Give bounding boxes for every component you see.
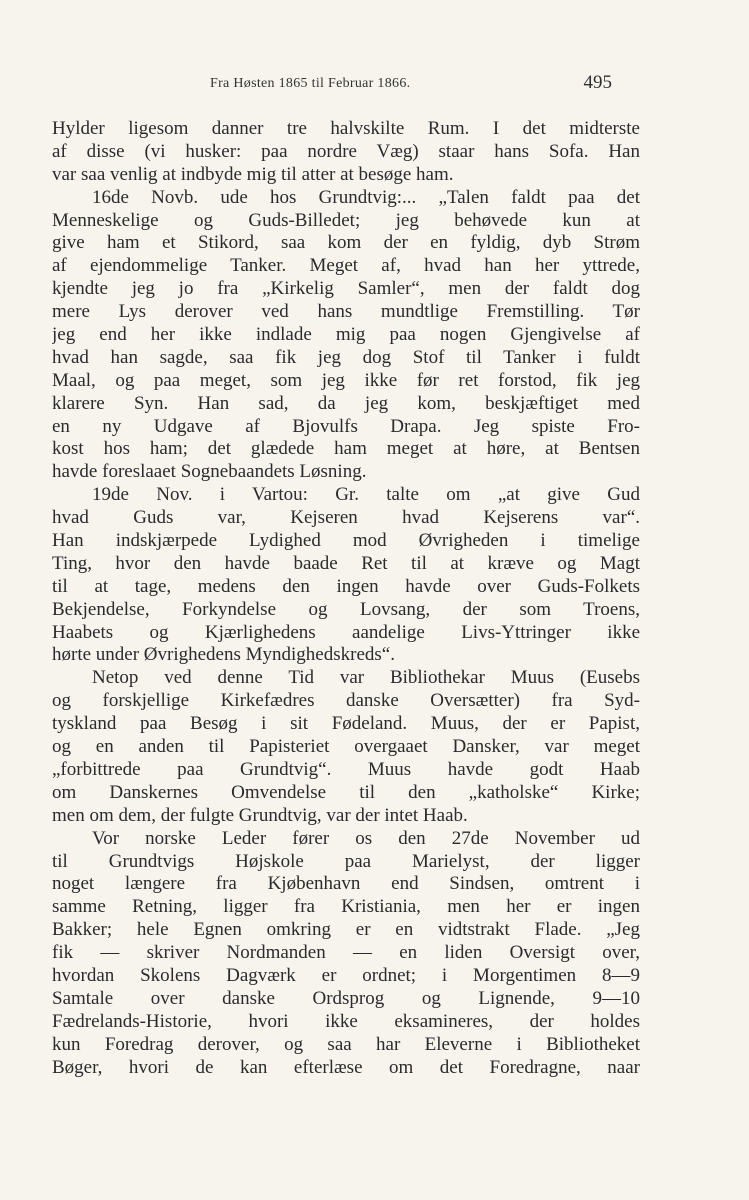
text-line: hørte under Øvrighedens Myndighedskreds“. <box>52 644 395 666</box>
text-line: 16de Novb. ude hos Grundtvig:... „Talen faldt paa det <box>92 186 640 208</box>
text-line: 19de Nov. i Vartou: Gr. talte om „at give Gud <box>92 484 640 506</box>
text-line: Bøger, hvori de kan efterlæse om det Foredragne, naar <box>52 1056 640 1078</box>
text-line: klarere Syn. Han sad, da jeg kom, beskjæftiget med <box>52 392 640 414</box>
text-line: mere Lys derover ved hans mundtlige Fremstilling. Tør <box>52 301 640 323</box>
text-line: Bekjendelse, Forkyndelse og Lovsang, der som Troens, <box>52 598 640 620</box>
text-line: Vor norske Leder fører os den 27de November ud <box>92 827 640 849</box>
text-line: samme Retning, ligger fra Kristiania, men her er ingen <box>52 896 640 918</box>
text-line: havde foreslaaet Sognebaandets Løsning. <box>52 461 367 483</box>
text-line: Haabets og Kjærlighedens aandelige Livs-Yttringer ikke <box>52 621 640 643</box>
text-line: kun Foredrag derover, og saa har Eleverne i Bibliotheket <box>52 1033 640 1055</box>
text-line: hvad han sagde, saa fik jeg dog Stof til Tanker i fuldt <box>52 346 640 368</box>
text-line: til at tage, medens den ingen havde over Guds-Folkets <box>52 575 640 597</box>
text-line: Ting, hvor den havde baade Ret til at kræve og Magt <box>52 552 640 574</box>
text-line: noget længere fra Kjøbenhavn end Sindsen, omtrent i <box>52 873 640 895</box>
text-line: Maal, og paa meget, som jeg ikke før ret forstod, fik jeg <box>52 369 640 391</box>
text-line: og forskjellige Kirkefædres danske Oversætter) fra Syd- <box>52 690 640 712</box>
text-line: hvad Guds var, Kejseren hvad Kejserens var“. <box>52 507 640 529</box>
text-line: give ham et Stikord, saa kom der en fyldig, dyb Strøm <box>52 232 640 254</box>
text-line: tyskland paa Besøg i sit Fødeland. Muus, der er Papist, <box>52 713 640 735</box>
page-number: 495 <box>583 72 612 93</box>
text-line: Menneskelige og Guds-Billedet; jeg behøvede kun at <box>52 209 640 231</box>
text-line: til Grundtvigs Højskole paa Marielyst, der ligger <box>52 850 640 872</box>
text-line: var saa venlig at indbyde mig til atter at besøge ham. <box>52 163 454 185</box>
text-line: kjendte jeg jo fra „Kirkelig Samler“, men der faldt dog <box>52 278 640 300</box>
body-text <box>52 118 640 1079</box>
text-line: Samtale over danske Ordsprog og Lignende, 9—10 <box>52 987 640 1009</box>
text-line: kost hos ham; det glædede ham meget at høre, at Bentsen <box>52 438 640 460</box>
text-line: af ejendommelige Tanker. Meget af, hvad han her yttrede, <box>52 255 640 277</box>
text-line: en ny Udgave af Bjovulfs Drapa. Jeg spiste Fro- <box>52 415 640 437</box>
text-line: hvordan Skolens Dagværk er ordnet; i Morgentimen 8—9 <box>52 964 640 986</box>
text-line: Netop ved denne Tid var Bibliothekar Muus (Eusebs <box>92 667 640 689</box>
text-line: Han indskjærpede Lydighed mod Øvrigheden i timelige <box>52 530 640 552</box>
text-line: Fædrelands-Historie, hvori ikke eksamineres, der holdes <box>52 1010 640 1032</box>
text-line: „forbittrede paa Grundtvig“. Muus havde godt Haab <box>52 758 640 780</box>
text-line: og en anden til Papisteriet overgaaet Dansker, var meget <box>52 736 640 758</box>
running-title: Fra Høsten 1865 til Februar 1866. <box>210 76 411 91</box>
text-line: af disse (vi husker: paa nordre Væg) staar hans Sofa. Han <box>52 140 640 162</box>
text-line: Bakker; hele Egnen omkring er en vidtstrakt Flade. „Jeg <box>52 919 640 941</box>
running-head <box>52 72 612 98</box>
text-line: men om dem, der fulgte Grundtvig, var der intet Haab. <box>52 804 468 826</box>
text-line: fik — skriver Nordmanden — en liden Oversigt over, <box>52 942 640 964</box>
text-line: jeg end her ikke indlade mig paa nogen Gjengivelse af <box>52 324 640 346</box>
text-line: Hylder ligesom danner tre halvskilte Rum. I det midterste <box>52 118 640 139</box>
text-line: om Danskernes Omvendelse til den „katholske“ Kirke; <box>52 781 640 803</box>
